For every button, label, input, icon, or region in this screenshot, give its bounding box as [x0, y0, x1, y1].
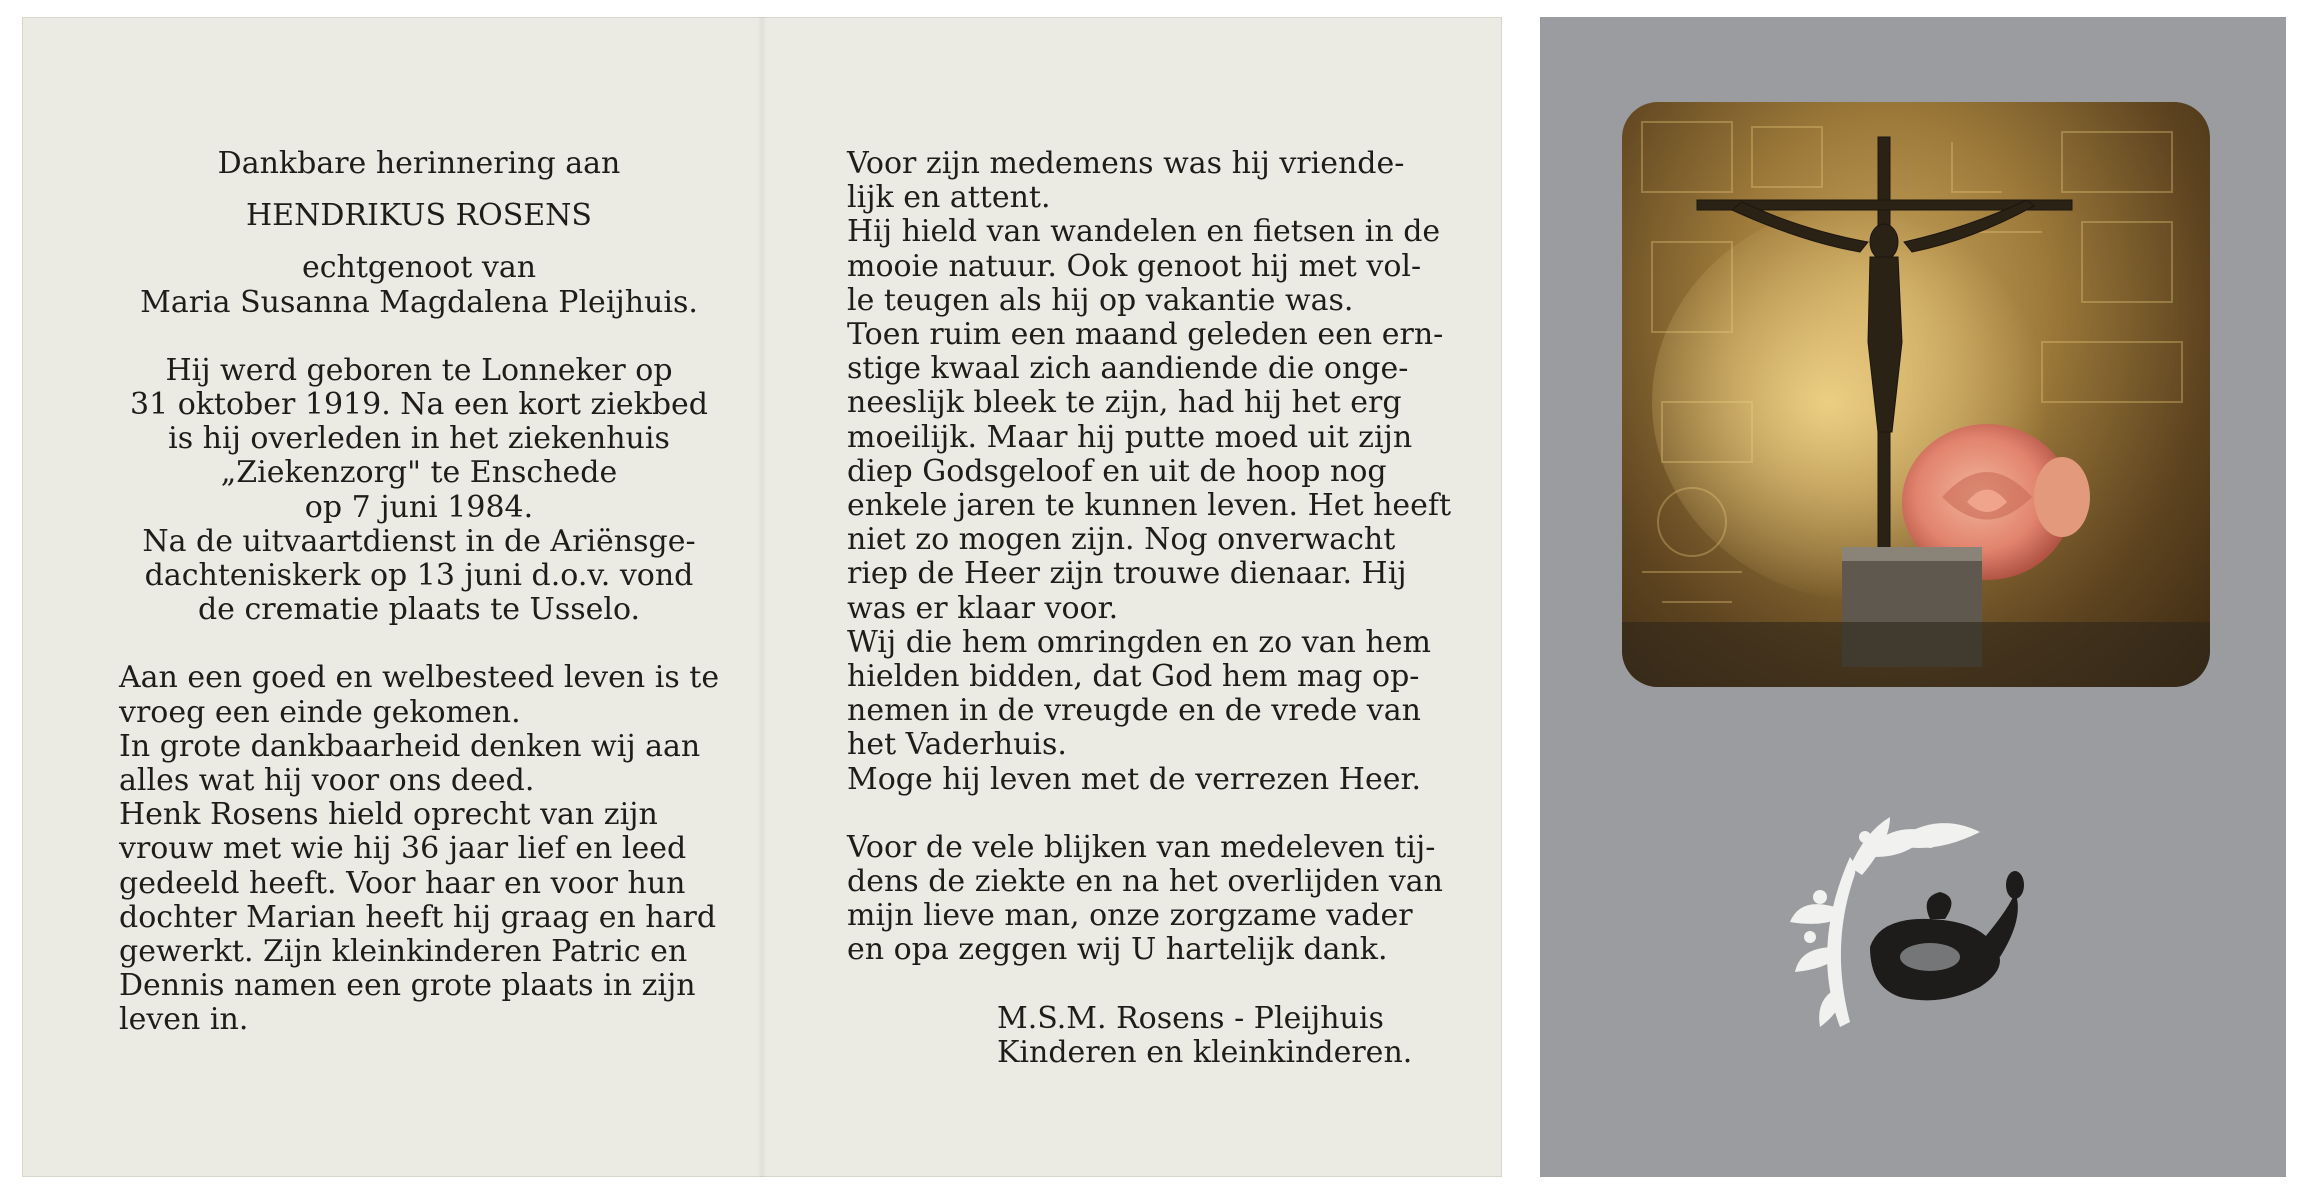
text-line: niet zo mogen zijn. Nog onverwacht [847, 522, 1396, 558]
text-line: neeslijk bleek te zijn, had hij het erg [847, 385, 1402, 421]
bio-line: op 7 juni 1984. [304, 489, 534, 525]
text-line: moeilijk. Maar hij putte moed uit zijn [847, 419, 1413, 455]
tribute-line: Dennis namen een grote plaats in zijn [119, 968, 696, 1004]
memorial-card-inside [22, 17, 1502, 1177]
text-line: Toen ruim een maand geleden een ern- [847, 317, 1444, 353]
life-text-block [847, 146, 1452, 797]
text-line: Voor zijn medemens was hij vriende- [847, 146, 1405, 181]
intro-text: Dankbare herinnering aan [217, 146, 621, 181]
thanks-line: dens de ziekte en na het overlijden van [847, 864, 1443, 900]
deceased-name: HENDRIKUS ROSENS [246, 198, 592, 234]
tribute-block [119, 661, 719, 1037]
signature-line: Kinderen en kleinkinderen. [997, 1034, 1413, 1070]
tribute-line: leven in. [119, 1002, 249, 1038]
signature-line: M.S.M. Rosens - Pleijhuis [997, 1000, 1384, 1036]
tribute-line: In grote dankbaarheid denken wij aan [119, 728, 701, 764]
crucifix-rose-photo [1622, 102, 2210, 687]
text-line: riep de Heer zijn trouwe dienaar. Hij [847, 556, 1407, 592]
signature-block [847, 1002, 1447, 1070]
bio-line: is hij overleden in het ziekenhuis [168, 421, 670, 457]
thanks-line: Voor de vele blijken van medeleven tij- [847, 829, 1436, 865]
text-line: le teugen als hij op vakantie was. [847, 282, 1354, 318]
bio-block [119, 354, 719, 628]
oil-lamp-olive-branch-icon [1780, 797, 2030, 1051]
tribute-line: Henk Rosens hield oprecht van zijn [119, 797, 658, 833]
bio-line: „Ziekenzorg" te Enschede [220, 455, 618, 491]
bio-line: 31 oktober 1919. Na een kort ziekbed [129, 387, 709, 423]
bio-line: de crematie plaats te Usselo. [197, 592, 641, 628]
text-line: diep Godsgeloof en uit de hoop nog [847, 453, 1387, 489]
text-line: het Vaderhuis. [847, 727, 1067, 763]
tribute-line: vrouw met wie hij 36 jaar lief en leed [119, 831, 687, 867]
spouse-intro: echtgenoot van [301, 250, 537, 286]
thanks-line: mijn lieve man, onze zorgzame vader [847, 898, 1413, 934]
text-line: Wij die hem omringden en zo van hem [847, 624, 1431, 660]
tribute-line: dochter Marian heeft hij graag en hard [119, 899, 717, 935]
tribute-line: gedeeld heeft. Voor haar en voor hun [119, 865, 686, 901]
spouse-name: Maria Susanna Magdalena Pleijhuis. [140, 284, 698, 320]
card-fold [757, 17, 767, 1177]
text-line: Hij hield van wandelen en fietsen in de [847, 214, 1441, 250]
memorial-card-front [1540, 17, 2286, 1177]
tribute-line: Aan een goed en welbesteed leven is te [119, 660, 720, 696]
left-panel [119, 147, 719, 1038]
photo-illustration [1622, 102, 2210, 687]
bio-line: Na de uitvaartdienst in de Ariënsge- [142, 523, 696, 559]
text-line: stige kwaal zich aandiende die onge- [847, 351, 1409, 387]
bio-line: Hij werd geboren te Lonneker op [165, 352, 673, 388]
text-line: hielden bidden, dat God hem mag op- [847, 659, 1420, 695]
tribute-line: vroeg een einde gekomen. [119, 694, 521, 730]
text-line: was er klaar voor. [847, 590, 1119, 626]
tribute-line: alles wat hij voor ons deed. [119, 763, 535, 799]
thanks-line: en opa zeggen wij U hartelijk dank. [847, 932, 1388, 968]
text-line: mooie natuur. Ook genoot hij met vol- [847, 248, 1422, 284]
text-line: enkele jaren te kunnen leven. Het heeft [847, 488, 1452, 524]
tribute-line: gewerkt. Zijn kleinkinderen Patric en [119, 934, 688, 970]
right-panel [847, 146, 1452, 1070]
text-line: Moge hij leven met de verrezen Heer. [847, 761, 1422, 797]
bio-line: dachteniskerk op 13 juni d.o.v. vond [144, 558, 694, 594]
emblem-illustration [1780, 797, 2030, 1047]
text-line: nemen in de vreugde en de vrede van [847, 693, 1421, 729]
thanks-block [847, 831, 1447, 968]
text-line: lijk en attent. [847, 180, 1051, 216]
